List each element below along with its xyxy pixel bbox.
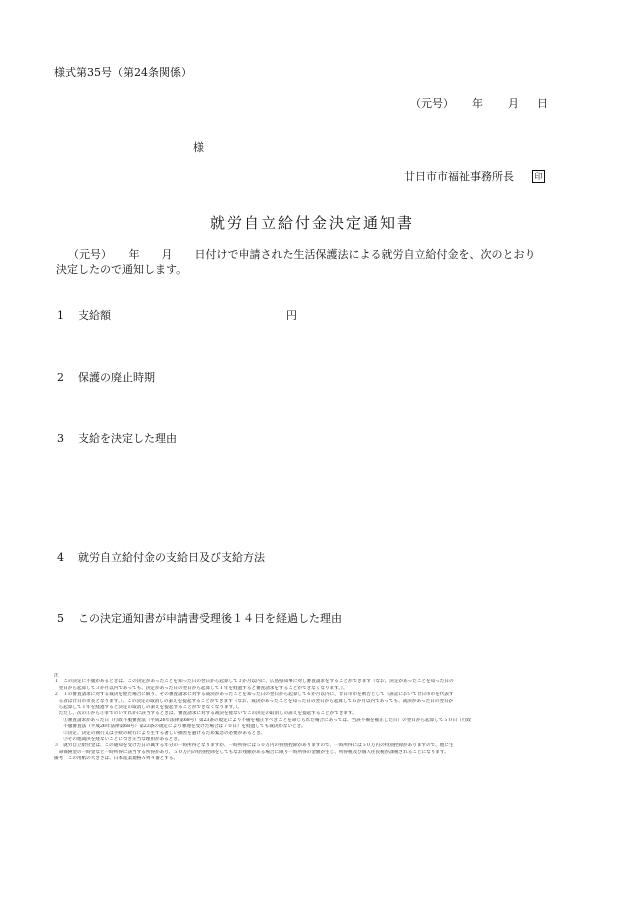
note-line: 不服審査法（平成26年法律第68号）第23条の規定により審理を受けた場合は７０日）を経過しても裁決がないとき。 [54,724,306,730]
body-line-2: 決定したので通知します。 [56,263,188,276]
note-line: １ この決定に不服があるときは、この決定があったことを知った日の翌日から起算して３か月以内に、広島県知事に対し審査請求をすることができます（なお、決定があったことを知った日の [54,679,454,685]
date-month: 月 [508,97,519,110]
item-label: 就労自立給付金の支給日及び支給方法 [78,551,265,564]
body-text [56,247,588,277]
item-label: 保護の廃止時期 [78,371,155,384]
document-title: 就労自立給付金決定通知書 [210,214,415,232]
note-line: ら起算して１年を経過すると決定の取消しの訴えを提起することができなくなります。）。 [54,705,242,711]
note-line: る者は廿日市市長となります。）、この決定の取消しの訴えを提起することができます（なお、裁決があったことを知った日の翌日から起算して６か月以内であっても、裁決があった日の翌日か [54,698,454,704]
issuer-name: 廿日市市福祉事務所長 [404,170,514,183]
issue-date [410,95,548,111]
date-day: 日 [537,97,548,110]
note-line: ２ １の審査請求に対する裁決を経た場合に限り、その審査請求に対する裁決があったことを知った日の翌日から起算して６か月以内に、廿日市市を被告として（訴訟において廿日市市を代表す [54,692,454,698]
item-number: 2 [57,371,64,384]
note-line: ３ 就労自立給付金は、この通知を受けた日の属する年分の一時所得となりますが、一時所得には５０万円の特別控除がありますので、一時所得には５０万円の特別控除がありますので、他に生 [54,743,454,749]
note-line: ただし、次の①から③までのいずれかに該当するときは、審査請求に対する裁決を経ないでこの決定の取消しの訴えを提起することができます。 [54,711,357,717]
item-number: 3 [57,432,64,445]
item-label: 支給を決定した理由 [78,432,177,445]
item-number: 4 [57,551,64,564]
note-line: 備考 この用紙の大きさは、日本産業規格Ａ列４番とする。 [54,756,179,762]
note-line: 翌日から起算して３か月以内であっても、決定があった日の翌日から起算して１年を経過すると審査請求をすることができなくなります。）。 [54,685,348,691]
item-reason [57,430,177,446]
item-payment-method [57,549,265,565]
item-number: 1 [57,309,64,322]
issuer [404,168,545,184]
seal-icon: 印 [532,170,545,183]
date-year: 年 [472,97,483,110]
body-line-1: （元号） 年 月 日付けで申請された生活保護法による就労自立給付金を、次のとおり [68,248,536,261]
note-line: 注 [54,673,59,678]
form-number: 様式第35号（第24条関係） [54,66,192,79]
notes [54,673,574,763]
note-line: ③その他裁決を経ないことにつき正当な理由があるとき。 [54,737,183,743]
addressee: 様 [193,141,204,154]
item-label: 支給額 [78,309,111,322]
item-amount [57,307,297,323]
yen-unit: 円 [286,309,297,322]
item-number: 5 [57,612,64,625]
item-label: この決定通知書が申請書受理後１４日を経過した理由 [78,612,342,625]
note-line: 命保険金の一時金など一時所得に該当する所得があり、５０万円の特別控除をしてもなお残額がある場合に限り一時所得の金額が生じ、所得税及び個人住民税が課税されることになります。 [54,749,449,755]
note-line: ①審査請求があった日（行政不服審査法（平成26年法律第68号）第23条の規定により不備を補正すべきことを命じられた場合にあっては、当該不備を補正した日）の翌日から起算して５０日（行政 [54,717,472,723]
item-delay-reason [57,610,342,626]
item-abolition-period [57,369,155,385]
date-era: （元号） [410,97,454,110]
note-line: ②決定、決定の執行又は手続の続行により生ずる著しい損害を避けるため緊急の必要があるとき。 [54,730,266,736]
